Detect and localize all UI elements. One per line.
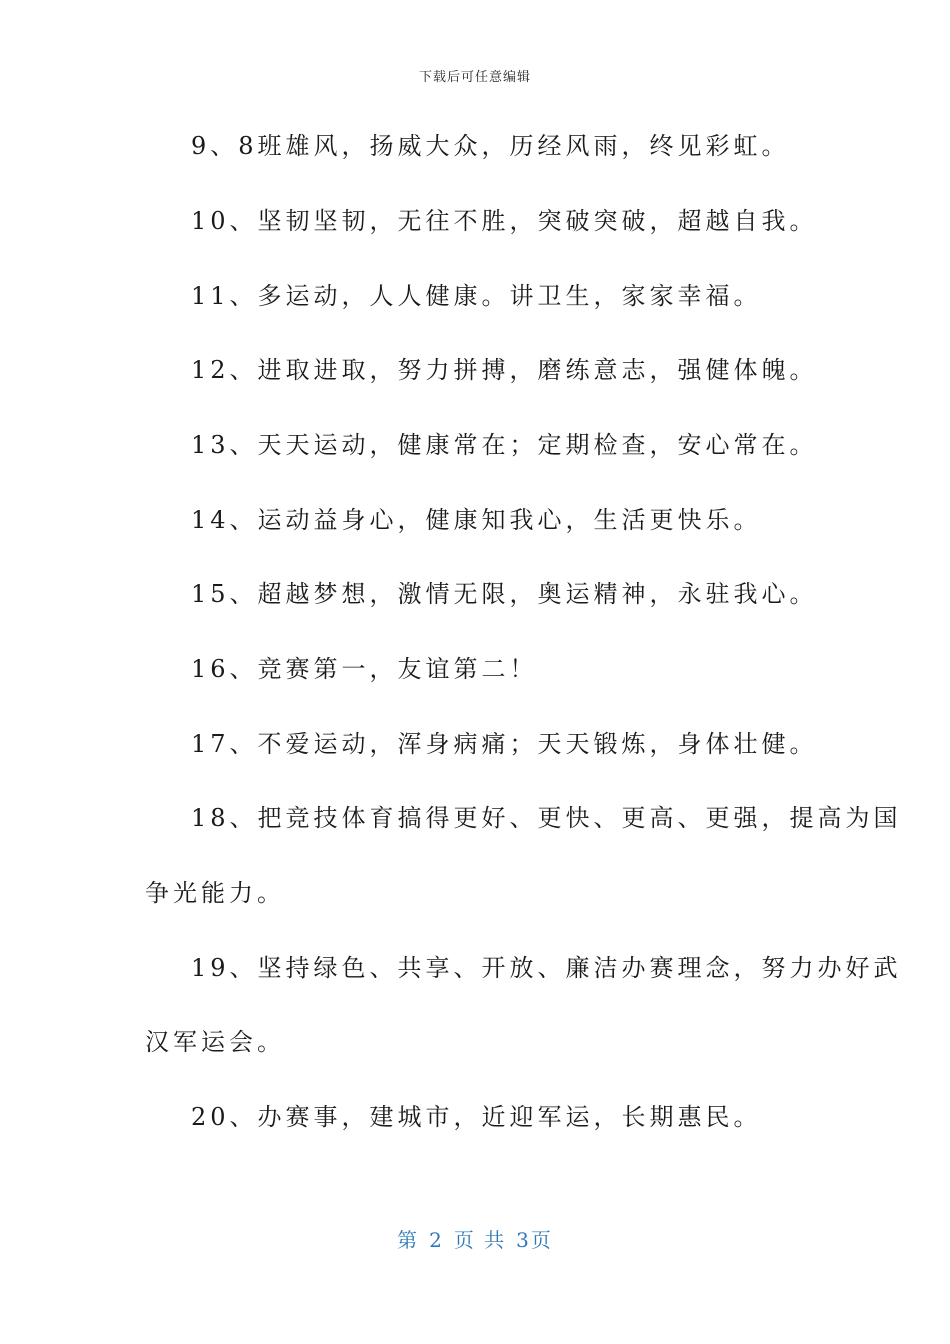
footer-middle: 页 共 — [453, 1228, 507, 1252]
slogan-17: 17、不爱运动，浑身病痛；天天锻炼，身体壮健。 — [191, 730, 818, 758]
slogan-18-continued: 争光能力。 — [145, 879, 285, 907]
footer-prefix: 第 — [397, 1228, 420, 1252]
slogan-19: 19、坚持绿色、共享、开放、廉洁办赛理念，努力办好武 — [191, 954, 902, 982]
slogan-18: 18、把竞技体育搞得更好、更快、更高、更强，提高为国 — [191, 804, 902, 832]
slogan-10: 10、坚韧坚韧，无往不胜，突破突破，超越自我。 — [191, 207, 818, 235]
footer-total-pages: 3页 — [516, 1228, 553, 1252]
page-header: 下载后可任意编辑 — [418, 70, 531, 85]
slogan-13: 13、天天运动，健康常在；定期检查，安心常在。 — [191, 431, 818, 459]
slogan-12: 12、进取进取，努力拼搏，磨练意志，强健体魄。 — [191, 356, 818, 384]
slogan-14: 14、运动益身心，健康知我心，生活更快乐。 — [191, 506, 762, 534]
slogan-11: 11、多运动，人人健康。讲卫生，家家幸福。 — [191, 282, 762, 310]
slogan-15: 15、超越梦想，激情无限，奥运精神，永驻我心。 — [191, 580, 818, 608]
slogan-9: 9、8班雄风，扬威大众，历经风雨，终见彩虹。 — [191, 132, 790, 160]
slogan-19-continued: 汉军运会。 — [145, 1028, 285, 1056]
slogan-20: 20、办赛事，建城市，近迎军运，长期惠民。 — [191, 1103, 762, 1131]
footer-current-page: 2 — [429, 1228, 444, 1252]
page-number-footer — [0, 1224, 950, 1253]
slogan-16: 16、竞赛第一，友谊第二！ — [191, 655, 538, 683]
